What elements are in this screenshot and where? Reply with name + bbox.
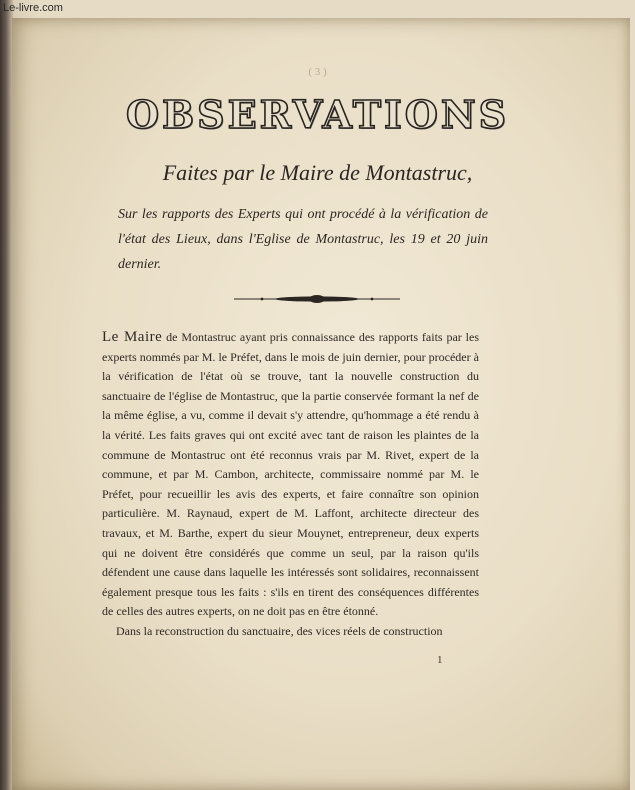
paragraph-1 <box>102 328 479 622</box>
page-title: OBSERVATIONS <box>125 92 510 137</box>
watermark: Le-livre.com <box>3 2 63 14</box>
paragraph-2: Dans la reconstruction du sanctuaire, des vices réels de construction <box>116 623 443 638</box>
page-number: ( 3 ) <box>308 66 327 78</box>
body-text <box>102 328 479 642</box>
lead-words: Le Maire <box>102 329 163 345</box>
description: Sur les rapports des Experts qui ont procédé à la vérification de l'état des Lieux, dans l'Eglise de Montastruc, les 19 et 20 juin dernier. <box>118 207 488 272</box>
ornament-divider-icon <box>232 292 402 306</box>
signature-mark: 1 <box>437 654 443 666</box>
paragraph-1-text: de Montastruc ayant pris connaissance des rapports faits par les experts nommés par M. le Préfet, dans le mois de juin dernier, pour procéder à la vérification de l'état où se trouve, tant la nouvelle construction du sanctuaire de l'église de Montastruc, que la partie conservée formant la nef de la même église, a vu, comme il devait s'y attendre, qu'hommage a été rendu à la vérité. Les faits graves qui ont excité avec tant de raison les plaintes de la commune de Montastruc ont été reconnus vrais par M. Rivet, expert de la commune, et par M. Cambon, architecte, commissaire nommé par M. le Préfet, pour recueillir les avis des experts, et faire connaître son opinion particulière. M. Raynaud, expert de M. Laffont, architecte directeur des travaux, et M. Barthe, expert du sieur Mouynet, entrepreneur, deux experts qui ne doivent être considérés que comme un seul, par la raison qu'ils défendent une cause dans laquelle les intéressés sont solidaires, reconnaissent également presque tous les faits : s'ils en tirent des conséquences différentes de celles des autres experts, on ne doit pas en être étonné. <box>102 330 480 619</box>
subtitle: Faites par le Maire de Montastruc, <box>162 160 473 185</box>
